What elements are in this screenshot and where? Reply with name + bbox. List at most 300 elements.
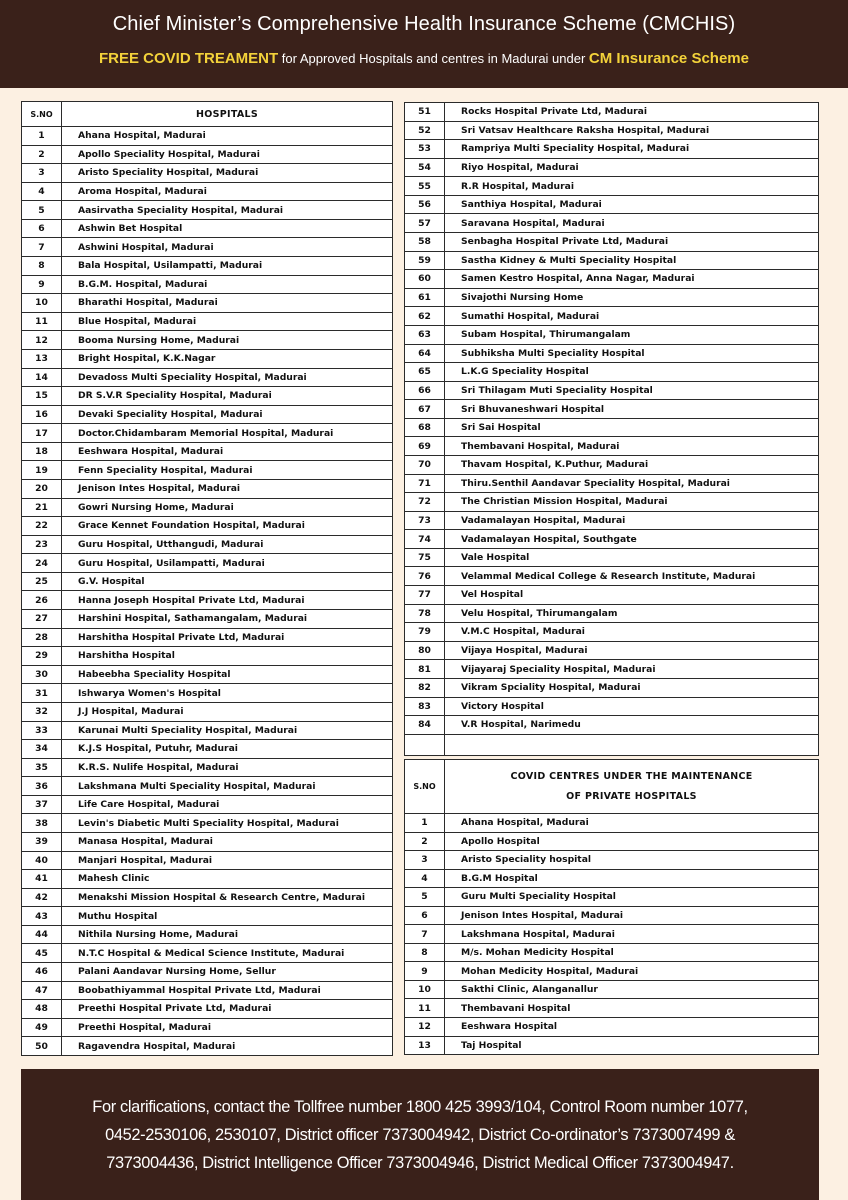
table-row <box>405 474 819 493</box>
hospital-name: Ishwarya Women's Hospital <box>62 684 393 703</box>
row-number: 34 <box>22 740 62 759</box>
table-row <box>22 795 393 814</box>
hospital-name: M/s. Mohan Medicity Hospital <box>445 943 819 962</box>
table-row <box>22 145 393 164</box>
table-row <box>22 870 393 889</box>
contact-line-2: 0452-2530106, 2530107, District officer 7373004942, District Co-ordinator’s 7373007499 & <box>105 1126 735 1144</box>
hospital-name: Boobathiyammal Hospital Private Ltd, Madurai <box>62 981 393 1000</box>
table-row <box>405 906 819 925</box>
row-number: 79 <box>405 623 445 642</box>
table-row <box>405 1036 819 1055</box>
hospital-name: Ahana Hospital, Madurai <box>445 814 819 833</box>
hospital-name: Ashwin Bet Hospital <box>62 219 393 238</box>
hospital-name: Vijaya Hospital, Madurai <box>445 641 819 660</box>
row-number: 5 <box>405 888 445 907</box>
covid-centres-column-header <box>445 760 819 814</box>
table-row <box>22 702 393 721</box>
hospital-name: Doctor.Chidambaram Memorial Hospital, Madurai <box>62 424 393 443</box>
hospital-name: Victory Hospital <box>445 697 819 716</box>
row-number: 27 <box>22 610 62 629</box>
table-row <box>22 665 393 684</box>
table-row <box>405 1018 819 1037</box>
row-number: 58 <box>405 233 445 252</box>
table-row <box>22 907 393 926</box>
hospital-name: Sri Vatsav Healthcare Raksha Hospital, Madurai <box>445 121 819 140</box>
table-row <box>22 814 393 833</box>
contact-line-1: For clarifications, contact the Tollfree number 1800 425 3993/104, Control Room number 1077, <box>92 1098 748 1116</box>
row-number: 7 <box>22 238 62 257</box>
table-row <box>405 251 819 270</box>
contact-line-3: 7373004436, District Intelligence Officer 7373004946, District Medical Officer 7373004947. <box>106 1154 734 1172</box>
table-row <box>405 455 819 474</box>
table-row <box>405 363 819 382</box>
hospital-name: Sastha Kidney & Multi Speciality Hospital <box>445 251 819 270</box>
table-row <box>405 925 819 944</box>
row-number: 49 <box>22 1018 62 1037</box>
table-row <box>405 344 819 363</box>
row-number: 11 <box>22 312 62 331</box>
hospital-name: Bharathi Hospital, Madurai <box>62 294 393 313</box>
hospital-name: Preethi Hospital Private Ltd, Madurai <box>62 1000 393 1019</box>
row-number: 31 <box>22 684 62 703</box>
hospital-name: Levin's Diabetic Multi Speciality Hospital, Madurai <box>62 814 393 833</box>
row-number: 65 <box>405 363 445 382</box>
row-number: 10 <box>22 294 62 313</box>
hospital-name: Hanna Joseph Hospital Private Ltd, Madurai <box>62 591 393 610</box>
hospital-name: Devaki Speciality Hospital, Madurai <box>62 405 393 424</box>
hospital-name: Thavam Hospital, K.Puthur, Madurai <box>445 455 819 474</box>
row-number: 78 <box>405 604 445 623</box>
hospital-name: Santhiya Hospital, Madurai <box>445 195 819 214</box>
row-number: 14 <box>22 368 62 387</box>
hospital-name: Subhiksha Multi Speciality Hospital <box>445 344 819 363</box>
table-row <box>22 777 393 796</box>
table-header-row <box>405 760 819 814</box>
blank-cell <box>445 734 819 755</box>
row-number: 22 <box>22 517 62 536</box>
table-row <box>405 851 819 870</box>
table-row <box>405 158 819 177</box>
subtitle-end: CM Insurance Scheme <box>588 50 749 67</box>
row-number: 21 <box>22 498 62 517</box>
table-row <box>22 572 393 591</box>
table-row <box>22 1018 393 1037</box>
row-number: 38 <box>22 814 62 833</box>
hospital-name: Guru Hospital, Usilampatti, Madurai <box>62 554 393 573</box>
row-number: 81 <box>405 660 445 679</box>
hospital-name: Nithila Nursing Home, Madurai <box>62 925 393 944</box>
header-banner <box>0 0 848 88</box>
table-row <box>22 312 393 331</box>
table-row <box>22 888 393 907</box>
table-row <box>405 381 819 400</box>
hospital-name: Sakthi Clinic, Alanganallur <box>445 980 819 999</box>
row-number: 55 <box>405 177 445 196</box>
row-number: 70 <box>405 455 445 474</box>
row-number: 51 <box>405 103 445 122</box>
hospital-name: Harshitha Hospital <box>62 647 393 666</box>
hospital-name: Jenison Intes Hospital, Madurai <box>445 906 819 925</box>
hospital-name: Thembavani Hospital <box>445 999 819 1018</box>
subtitle-highlight: FREE COVID TREAMENT <box>99 50 279 67</box>
hospital-name: Taj Hospital <box>445 1036 819 1055</box>
hospital-name: Blue Hospital, Madurai <box>62 312 393 331</box>
hospital-name: Bright Hospital, K.K.Nagar <box>62 349 393 368</box>
row-number: 17 <box>22 424 62 443</box>
row-number: 84 <box>405 716 445 735</box>
hospital-name: Riyo Hospital, Madurai <box>445 158 819 177</box>
row-number: 57 <box>405 214 445 233</box>
row-number: 4 <box>405 869 445 888</box>
table-row <box>22 963 393 982</box>
hospital-name: The Christian Mission Hospital, Madurai <box>445 493 819 512</box>
table-row <box>405 678 819 697</box>
table-row <box>405 832 819 851</box>
contact-text <box>31 1093 809 1177</box>
hospital-name: Eeshwara Hospital <box>445 1018 819 1037</box>
table-row <box>22 925 393 944</box>
hospital-name: G.V. Hospital <box>62 572 393 591</box>
table-row <box>405 140 819 159</box>
page-title: Chief Minister’s Comprehensive Health Insurance Scheme (CMCHIS) <box>112 13 736 35</box>
table-row <box>405 530 819 549</box>
row-number: 76 <box>405 567 445 586</box>
table-row <box>22 127 393 146</box>
row-number: 42 <box>22 888 62 907</box>
hospitals-table-right <box>404 102 819 756</box>
row-number: 44 <box>22 925 62 944</box>
row-number: 9 <box>405 962 445 981</box>
table-row <box>405 548 819 567</box>
hospital-name: Apollo Hospital <box>445 832 819 851</box>
table-row <box>405 121 819 140</box>
row-number: 67 <box>405 400 445 419</box>
row-number: 1 <box>22 127 62 146</box>
page-subtitle <box>0 50 848 67</box>
hospital-name: Sumathi Hospital, Madurai <box>445 307 819 326</box>
hospitals-table-left <box>21 101 393 1056</box>
covid-heading-line2: OF PRIVATE HOSPITALS <box>566 790 697 802</box>
table-row <box>405 980 819 999</box>
table-row <box>405 943 819 962</box>
hospital-name: Eeshwara Hospital, Madurai <box>62 442 393 461</box>
row-number: 56 <box>405 195 445 214</box>
row-number: 13 <box>405 1036 445 1055</box>
hospital-name: B.G.M. Hospital, Madurai <box>62 275 393 294</box>
table-row <box>22 591 393 610</box>
row-number: 30 <box>22 665 62 684</box>
hospital-name: Jenison Intes Hospital, Madurai <box>62 479 393 498</box>
table-row <box>22 349 393 368</box>
table-row <box>22 461 393 480</box>
row-number: 48 <box>22 1000 62 1019</box>
hospital-name: Sivajothi Nursing Home <box>445 288 819 307</box>
hospital-name: Samen Kestro Hospital, Anna Nagar, Madurai <box>445 270 819 289</box>
table-row <box>405 604 819 623</box>
table-row <box>22 498 393 517</box>
row-number: 53 <box>405 140 445 159</box>
table-row <box>22 164 393 183</box>
row-number: 61 <box>405 288 445 307</box>
hospital-name: N.T.C Hospital & Medical Science Institute, Madurai <box>62 944 393 963</box>
blank-cell <box>405 734 445 755</box>
row-number: 66 <box>405 381 445 400</box>
row-number: 25 <box>22 572 62 591</box>
row-number: 24 <box>22 554 62 573</box>
table-row <box>22 647 393 666</box>
row-number: 3 <box>22 164 62 183</box>
hospital-name: Ashwini Hospital, Madurai <box>62 238 393 257</box>
hospital-name: Guru Multi Speciality Hospital <box>445 888 819 907</box>
hospital-name: Fenn Speciality Hospital, Madurai <box>62 461 393 480</box>
hospital-name: Sri Thilagam Muti Speciality Hospital <box>445 381 819 400</box>
table-row <box>22 981 393 1000</box>
row-number: 41 <box>22 870 62 889</box>
table-row <box>405 623 819 642</box>
hospital-name: V.R Hospital, Narimedu <box>445 716 819 735</box>
table-row <box>405 814 819 833</box>
table-row <box>22 479 393 498</box>
sno-column-header: S.NO <box>405 760 445 814</box>
row-number: 60 <box>405 270 445 289</box>
table-row <box>22 368 393 387</box>
hospital-name: Life Care Hospital, Madurai <box>62 795 393 814</box>
table-row <box>22 275 393 294</box>
row-number: 6 <box>22 219 62 238</box>
row-number: 4 <box>22 182 62 201</box>
row-number: 5 <box>22 201 62 220</box>
table-row <box>22 535 393 554</box>
hospital-name: Grace Kennet Foundation Hospital, Madurai <box>62 517 393 536</box>
hospital-name: Muthu Hospital <box>62 907 393 926</box>
hospital-name: Harshitha Hospital Private Ltd, Madurai <box>62 628 393 647</box>
row-number: 80 <box>405 641 445 660</box>
row-number: 33 <box>22 721 62 740</box>
table-row <box>405 697 819 716</box>
row-number: 7 <box>405 925 445 944</box>
table-row <box>405 888 819 907</box>
hospital-name: Manjari Hospital, Madurai <box>62 851 393 870</box>
row-number: 28 <box>22 628 62 647</box>
hospital-name: Habeebha Speciality Hospital <box>62 665 393 684</box>
hospital-name: Aasirvatha Speciality Hospital, Madurai <box>62 201 393 220</box>
hospital-name: Karunai Multi Speciality Hospital, Madurai <box>62 721 393 740</box>
table-row <box>22 442 393 461</box>
table-row <box>405 869 819 888</box>
row-number: 77 <box>405 586 445 605</box>
table-row <box>405 325 819 344</box>
table-row <box>22 554 393 573</box>
hospital-name: Vel Hospital <box>445 586 819 605</box>
table-row <box>22 721 393 740</box>
row-number: 64 <box>405 344 445 363</box>
hospital-name: K.J.S Hospital, Putuhr, Madurai <box>62 740 393 759</box>
table-row <box>405 437 819 456</box>
row-number: 59 <box>405 251 445 270</box>
table-row <box>405 962 819 981</box>
hospital-name: Guru Hospital, Utthangudi, Madurai <box>62 535 393 554</box>
row-number: 73 <box>405 511 445 530</box>
row-number: 71 <box>405 474 445 493</box>
row-number: 46 <box>22 963 62 982</box>
row-number: 62 <box>405 307 445 326</box>
hospital-name: Manasa Hospital, Madurai <box>62 832 393 851</box>
table-row <box>22 257 393 276</box>
row-number: 2 <box>405 832 445 851</box>
row-number: 47 <box>22 981 62 1000</box>
hospital-name: Aristo Speciality hospital <box>445 851 819 870</box>
table-row <box>405 177 819 196</box>
table-row <box>405 214 819 233</box>
table-row <box>22 851 393 870</box>
hospital-name: Velu Hospital, Thirumangalam <box>445 604 819 623</box>
table-row <box>405 493 819 512</box>
row-number: 37 <box>22 795 62 814</box>
hospital-name: Rampriya Multi Speciality Hospital, Madurai <box>445 140 819 159</box>
table-row <box>405 195 819 214</box>
row-number: 45 <box>22 944 62 963</box>
hospital-name: Booma Nursing Home, Madurai <box>62 331 393 350</box>
hospital-name: Saravana Hospital, Madurai <box>445 214 819 233</box>
table-row <box>405 999 819 1018</box>
table-row <box>22 832 393 851</box>
hospital-name: J.J Hospital, Madurai <box>62 702 393 721</box>
table-row <box>405 270 819 289</box>
sno-column-header: S.NO <box>22 102 62 127</box>
hospital-name: Subam Hospital, Thirumangalam <box>445 325 819 344</box>
hospital-name: Velammal Medical College & Research Institute, Madurai <box>445 567 819 586</box>
row-number: 8 <box>405 943 445 962</box>
hospital-name: Aroma Hospital, Madurai <box>62 182 393 201</box>
row-number: 29 <box>22 647 62 666</box>
row-number: 32 <box>22 702 62 721</box>
table-row <box>22 684 393 703</box>
row-number: 10 <box>405 980 445 999</box>
row-number: 19 <box>22 461 62 480</box>
hospital-name: Sri Bhuvaneshwari Hospital <box>445 400 819 419</box>
table-row <box>22 182 393 201</box>
row-number: 72 <box>405 493 445 512</box>
table-row <box>22 424 393 443</box>
row-number: 13 <box>22 349 62 368</box>
table-row <box>405 307 819 326</box>
table-row <box>22 610 393 629</box>
row-number: 3 <box>405 851 445 870</box>
table-row <box>22 219 393 238</box>
covid-centres-table <box>404 759 819 1055</box>
row-number: 75 <box>405 548 445 567</box>
row-number: 74 <box>405 530 445 549</box>
table-row <box>22 387 393 406</box>
table-row <box>22 294 393 313</box>
table-row <box>405 103 819 122</box>
table-row <box>22 740 393 759</box>
hospital-name: Rocks Hospital Private Ltd, Madurai <box>445 103 819 122</box>
hospital-name: DR S.V.R Speciality Hospital, Madurai <box>62 387 393 406</box>
hospital-name: R.R Hospital, Madurai <box>445 177 819 196</box>
table-row <box>22 405 393 424</box>
hospital-name: Vadamalayan Hospital, Madurai <box>445 511 819 530</box>
blank-row <box>405 734 819 755</box>
table-row <box>22 1037 393 1056</box>
hospital-name: Lakshmana Multi Speciality Hospital, Madurai <box>62 777 393 796</box>
hospital-name: Mohan Medicity Hospital, Madurai <box>445 962 819 981</box>
row-number: 12 <box>22 331 62 350</box>
table-row <box>405 567 819 586</box>
table-row <box>405 400 819 419</box>
table-row <box>22 201 393 220</box>
row-number: 12 <box>405 1018 445 1037</box>
row-number: 82 <box>405 678 445 697</box>
table-header-row <box>22 102 393 127</box>
covid-heading-line1: COVID CENTRES UNDER THE MAINTENANCE <box>510 770 753 782</box>
hospital-name: Palani Aandavar Nursing Home, Sellur <box>62 963 393 982</box>
table-row <box>405 660 819 679</box>
hospital-name: L.K.G Speciality Hospital <box>445 363 819 382</box>
hospital-name: Ahana Hospital, Madurai <box>62 127 393 146</box>
table-row <box>405 586 819 605</box>
hospital-name: Harshini Hospital, Sathamangalam, Madurai <box>62 610 393 629</box>
row-number: 36 <box>22 777 62 796</box>
hospital-name: Devadoss Multi Speciality Hospital, Madurai <box>62 368 393 387</box>
table-row <box>405 418 819 437</box>
hospitals-column-header: HOSPITALS <box>62 102 393 127</box>
hospital-name: Thiru.Senthil Aandavar Speciality Hospital, Madurai <box>445 474 819 493</box>
table-row <box>22 517 393 536</box>
hospital-name: Gowri Nursing Home, Madurai <box>62 498 393 517</box>
hospital-name: Vadamalayan Hospital, Southgate <box>445 530 819 549</box>
table-row <box>405 511 819 530</box>
row-number: 9 <box>22 275 62 294</box>
row-number: 1 <box>405 814 445 833</box>
row-number: 11 <box>405 999 445 1018</box>
row-number: 16 <box>22 405 62 424</box>
row-number: 18 <box>22 442 62 461</box>
table-row <box>22 758 393 777</box>
table-row <box>405 716 819 735</box>
hospital-name: Menakshi Mission Hospital & Research Centre, Madurai <box>62 888 393 907</box>
hospital-name: V.M.C Hospital, Madurai <box>445 623 819 642</box>
row-number: 39 <box>22 832 62 851</box>
subtitle-middle: for Approved Hospitals and centres in Madurai under <box>278 51 589 66</box>
hospital-name: Aristo Speciality Hospital, Madurai <box>62 164 393 183</box>
row-number: 63 <box>405 325 445 344</box>
row-number: 54 <box>405 158 445 177</box>
row-number: 69 <box>405 437 445 456</box>
table-row <box>405 288 819 307</box>
hospital-name: Apollo Speciality Hospital, Madurai <box>62 145 393 164</box>
table-row <box>405 641 819 660</box>
hospital-name: Thembavani Hospital, Madurai <box>445 437 819 456</box>
row-number: 15 <box>22 387 62 406</box>
table-row <box>22 331 393 350</box>
row-number: 8 <box>22 257 62 276</box>
row-number: 20 <box>22 479 62 498</box>
hospital-name: Sri Sai Hospital <box>445 418 819 437</box>
hospital-name: Vale Hospital <box>445 548 819 567</box>
hospital-name: Ragavendra Hospital, Madurai <box>62 1037 393 1056</box>
contact-footer <box>21 1069 819 1200</box>
row-number: 26 <box>22 591 62 610</box>
row-number: 35 <box>22 758 62 777</box>
row-number: 83 <box>405 697 445 716</box>
row-number: 2 <box>22 145 62 164</box>
row-number: 50 <box>22 1037 62 1056</box>
hospital-name: Bala Hospital, Usilampatti, Madurai <box>62 257 393 276</box>
row-number: 40 <box>22 851 62 870</box>
row-number: 52 <box>405 121 445 140</box>
hospital-name: K.R.S. Nulife Hospital, Madurai <box>62 758 393 777</box>
